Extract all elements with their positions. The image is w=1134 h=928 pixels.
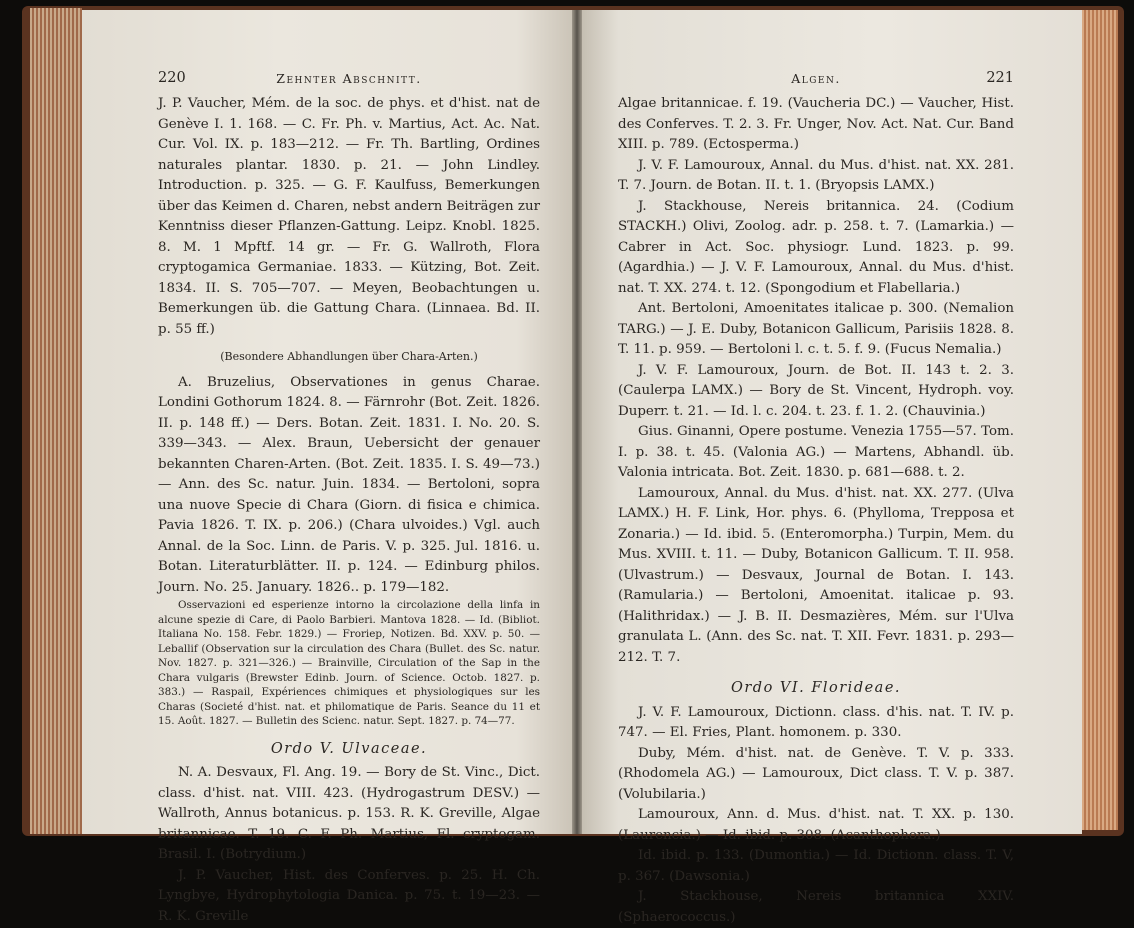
paragraph: N. A. Desvaux, Fl. Ang. 19. — Bory de St. Vinc., Dict. class. d'hist. nat. VIII. 423. (Hydrogastrum DESV.) — Wallroth, Annus botanicus. p. 153. R. K. Greville, Algae britannicae. T. 19. C. F. Ph. Martius, Fl. cryptogam. Brasil. I. (Botrydium.) bbox=[158, 765, 540, 862]
small-print-paragraph: Osservazioni ed esperienze intorno la circolazione della linfa in alcune spezie di Care, di Paolo Barbieri. Mantova 1828. — Id. (Bibliot. Italiana No. 158. Febr. 1829.) — Froriep, Notizen. Bd. XXV. p. 50. — Leballif (Observation sur la circulation des Chara (Bullet. des Sc. natur. Nov. 1827. p. 321—326.) — Brainville, Circulation of the Sap in the Chara vulgaris (Brewster Edinb. Journ. of Science. Octob. 1827. p. 383.) — Raspail, Expériences chimiques et physiologiques sur les Charas (Societé d'hist. nat. et philomatique de Paris. Seance du 11 et 15. Août. 1827. — Bulletin des Scienc. natur. Sept. 1827. p. 74—77. bbox=[158, 599, 540, 727]
paragraph: Duby, Mém. d'hist. nat. de Genève. T. V. p. 333. (Rhodomela AG.) — Lamouroux, Dict class. T. V. p. 387. (Volubilaria.) bbox=[618, 745, 1014, 802]
left-page-header bbox=[158, 68, 540, 94]
paragraph: Id. ibid. p. 133. (Dumontia.) — Id. Dictionn. class. T. V, p. 367. (Dawsonia.) bbox=[618, 848, 1014, 884]
running-head: Algen. bbox=[791, 71, 841, 86]
paragraph: J. P. Vaucher, Mém. de la soc. de phys. et d'hist. nat de Genève I. 1. 168. — C. Fr. Ph. v. Martius, Act. Ac. Nat. Cur. Vol. IX. p. 183—212. — Fr. Th. Bartling, Ordines naturales plantar. 1830. p. 21. — John Lindley. Introduction. p. 325. — G. F. Kaulfuss, Bemerkungen über das Keimen d. Charen, nebst andern Beiträgen zur Kenntniss dieser Pflanzen-Gattung. Leipz. Knobl. 1825. 8. M. 1 Mpftf. 14 gr. — Fr. G. Wallroth, Flora cryptogamica Germaniae. 1833. — Kützing, Bot. Zeit. 1834. II. S. 705—707. — Meyen, Beobachtungen u. Bemerkungen üb. die Gattung Chara. (Linnaea. Bd. II. p. 55 ff.) bbox=[158, 96, 540, 337]
page-number: 220 bbox=[158, 70, 186, 86]
paragraph: J. V. F. Lamouroux, Dictionn. class. d'his. nat. T. IV. p. 747. — El. Fries, Plant. homonem. p. 330. bbox=[618, 704, 1014, 740]
right-page-header bbox=[618, 68, 1014, 94]
paragraph: J. Stackhouse, Nereis britannica. 24. (Codium STACKH.) Olivi, Zoolog. adr. p. 258. t. 7. (Lamarkia.) — Cabrer in Act. Soc. physiogr. Lund. 1823. p. 99. (Agardhia.) — J. V. F. Lamouroux, Annal. du Mus. d'hist. nat. T. XX. 274. t. 12. (Spongodium et Flabellaria.) bbox=[618, 198, 1014, 296]
paragraph: A. Bruzelius, Observationes in genus Charae. Londini Gothorum 1824. 8. — Färnrohr (Bot. Zeit. 1826. II. p. 148 ff.) — Ders. Botan. Zeit. 1831. I. No. 20. S. 339—343. — Alex. Braun, Uebersicht der genauer bekannten Charen-Arten. (Bot. Zeit. 1835. I. S. 49—73.) — Ann. des Sc. natur. Juin. 1834. — Bertoloni, sopra una nuove Specie di Chara (Giorn. di fisica e chimica. Pavia 1826. T. IX. p. 206.) (Chara ulvoides.) Vgl. auch Annal. de la Soc. Linn. de Paris. V. p. 325. Jul. 1816. u. Botan. Literaturblätter. II. p. 124. — Edinburg philos. Journ. No. 25. January. 1826.. p. 179—182. bbox=[158, 374, 540, 595]
right-page bbox=[578, 10, 1082, 925]
paragraph: Ant. Bertoloni, Amoenitates italicae p. 300. (Nemalion TARG.) — J. E. Duby, Botanicon Gallicum, Parisiis 1828. 8. T. 11. p. 959. — Bertoloni l. c. t. 5. f. 9. (Fucus Nemalia.) bbox=[618, 301, 1014, 357]
paragraph: J. V. F. Lamouroux, Journ. de Bot. II. 143 t. 2. 3. (Caulerpa LAMX.) — Bory de St. Vincent, Hydroph. voy. Duperr. t. 21. — Id. l. c. 204. t. 23. f. 1. 2. (Chauvinia.) bbox=[618, 362, 1014, 419]
paragraph: Algae britannicae. f. 19. (Vaucheria DC.) — Vaucher, Hist. des Conferves. T. 2. 3. Fr. Unger, Nov. Act. Nat. Cur. Band XIII. p. 789. (Ectosperma.) bbox=[618, 96, 1014, 152]
paragraph: Gius. Ginanni, Opere postume. Venezia 1755—57. Tom. I. p. 38. t. 45. (Valonia AG.) — Martens, Abhandl. üb. Valonia intricata. Bot. Zeit. 1830. p. 681—688. t. 2. bbox=[618, 424, 1014, 480]
paragraph: Lamouroux, Ann. d. Mus. d'hist. nat. T. XX. p. 130. (Laurencia.) — Id. ibid. p. 308. (Acanthophora.) bbox=[618, 807, 1014, 843]
running-head: Zehnter Abschnitt. bbox=[276, 71, 422, 86]
paragraph: J. P. Vaucher, Hist. des Conferves. p. 25. H. Ch. Lyngbye, Hydrophytologia Danica. p. 75. t. 19—23. — R. K. Greville bbox=[158, 867, 540, 924]
book-gutter bbox=[572, 10, 582, 834]
ordo-heading: Ordo V. Ulvaceae. bbox=[270, 740, 428, 757]
left-page bbox=[82, 10, 576, 924]
page-number: 221 bbox=[986, 70, 1014, 86]
paragraph: Lamouroux, Annal. du Mus. d'hist. nat. XX. 277. (Ulva LAMX.) H. F. Link, Hor. phys. 6. (Phylloma, Trepposa et Zonaria.) — Id. ibid. 5. (Enteromorpha.) Turpin, Mem. du Mus. XVIII. t. 11. — Duby, Botanicon Gallicum. T. II. 958. (Ulvastrum.) — Desvaux, Journal de Botan. I. 143. (Ramularia.) — Bertoloni, Amoenitat. italicae p. 93. (Halithridax.) — J. B. II. Desmazières, Mém. sur l'Ulva granulata L. (Ann. des Sc. nat. T. XII. Fevr. 1831. p. 293—212. T. 7. bbox=[618, 485, 1014, 665]
left-page-edges bbox=[30, 8, 82, 834]
right-page-text bbox=[618, 68, 1014, 928]
right-page-edges bbox=[1080, 10, 1118, 830]
section-subheading: (Besondere Abhandlungen über Chara-Arten.) bbox=[220, 350, 478, 363]
paragraph: J. V. F. Lamouroux, Annal. du Mus. d'hist. nat. XX. 281. T. 7. Journ. de Botan. II. t. 1. (Bryopsis LAMX.) bbox=[618, 157, 1014, 193]
paragraph: J. Stackhouse, Nereis britannica XXIV. (Sphaerococcus.) bbox=[618, 889, 1014, 925]
ordo-heading: Ordo VI. Florideae. bbox=[730, 680, 902, 696]
left-page-text bbox=[158, 68, 540, 927]
